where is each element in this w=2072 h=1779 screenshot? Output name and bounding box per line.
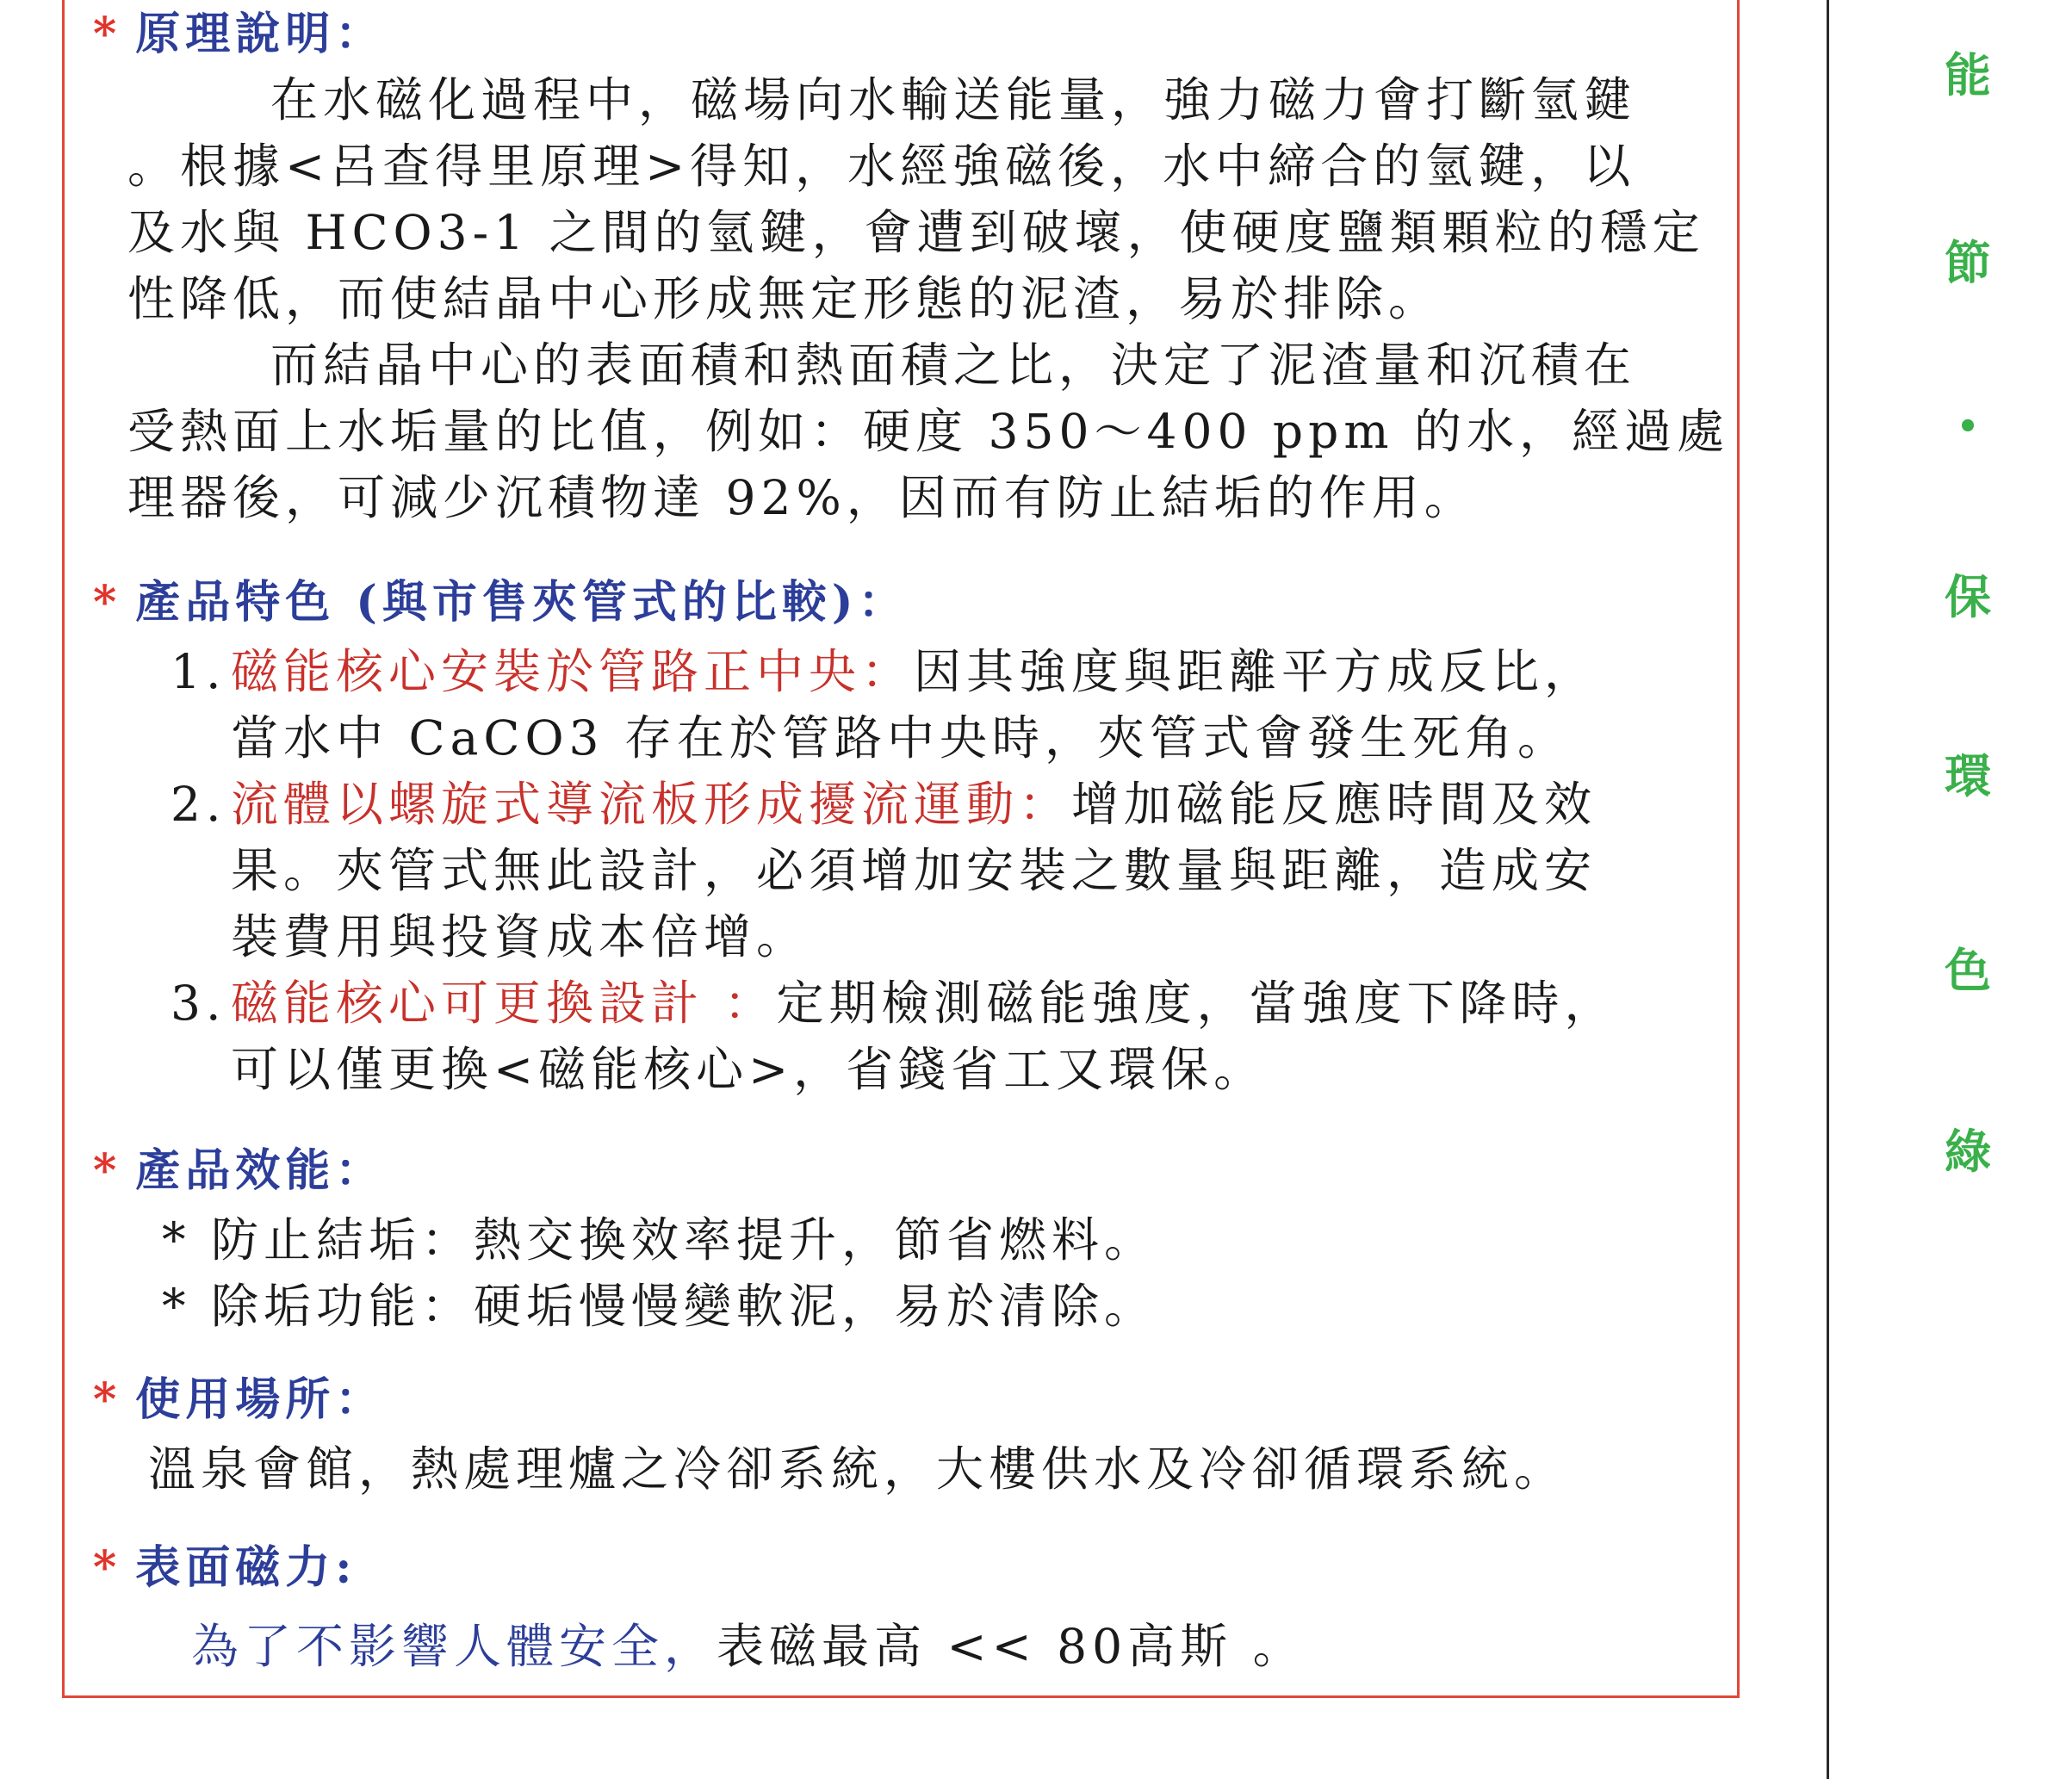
feature-highlight: 流體以螺旋式導流板形成擾流運動： (231, 777, 1072, 832)
magnetism-title: 表面磁力: (135, 1541, 357, 1594)
principle-line: 在水磁化過程中，磁場向水輸送能量，強力磁力會打斷氫鍵 (270, 72, 1637, 127)
bullet-star: * (93, 1144, 122, 1197)
feature-text: 增加磁能反應時間及效 (1071, 777, 1597, 832)
feature-continuation: 裝費用與投資成本倍增。 (231, 909, 810, 964)
venues-text (148, 1436, 1566, 1503)
bullet-star: * (93, 1541, 122, 1594)
venues-line: 溫泉會館，熱處理爐之冷卻系統，大樓供水及冷卻循環系統。 (148, 1441, 1567, 1497)
magnetism-blue-text: 為了不影響人體安全， (191, 1619, 717, 1674)
efficacy-item: * 除垢功能：硬垢慢慢變軟泥，易於清除。 (162, 1279, 1157, 1334)
features-title: 產品特色 (與市售夾管式的比較)： (135, 576, 909, 629)
principle-paragraph (127, 67, 1729, 531)
feature-text: 因其強度與距離平方成反比， (914, 644, 1597, 699)
principle-line: 及水與 HCO3-1 之間的氫鍵，會遭到破壞，使硬度鹽類顆粒的穩定 (127, 205, 1705, 260)
venues-heading (93, 1373, 386, 1426)
feature-continuation: 果。夾管式無此設計，必須增加安裝之數量與距離，造成安 (231, 843, 1597, 898)
magnetism-heading (93, 1541, 357, 1594)
feature-number: 1. (171, 644, 226, 699)
efficacy-list (162, 1207, 1157, 1340)
side-banner-char: 保 (1945, 569, 1991, 624)
principle-line: 受熱面上水垢量的比值，例如：硬度 350～400 ppm 的水，經過處 (127, 404, 1729, 459)
bullet-star: * (93, 576, 122, 629)
side-banner-char: 能 (1945, 47, 1991, 102)
venues-title: 使用場所： (135, 1373, 386, 1426)
bullet-star: * (93, 1373, 122, 1426)
feature-continuation: 當水中 CaCO3 存在於管路中央時，夾管式會發生死角。 (231, 710, 1571, 766)
feature-item-3 (171, 970, 1617, 1037)
principle-heading (93, 8, 386, 60)
feature-text: 定期檢測磁能強度，當強度下降時， (776, 976, 1617, 1031)
feature-continuation: 可以僅更換<磁能核心>，省錢省工又環保。 (231, 1042, 1267, 1097)
feature-item-1 (171, 639, 1617, 705)
efficacy-title: 產品效能： (135, 1144, 386, 1197)
principle-line: 理器後，可減少沉積物達 92%，因而有防止結垢的作用。 (127, 470, 1477, 525)
feature-item-2 (171, 772, 1617, 838)
magnetism-line (191, 1614, 1306, 1680)
bullet-star: * (93, 8, 122, 60)
efficacy-heading (93, 1144, 386, 1197)
feature-highlight: 磁能核心可更換設計 ： (231, 976, 777, 1031)
principle-line: 而結晶中心的表面積和熱面積之比，決定了泥渣量和沉積在 (270, 338, 1637, 393)
magnetism-text (191, 1614, 1306, 1680)
principle-title: 原理說明： (135, 8, 386, 60)
features-heading (93, 576, 909, 629)
side-banner-char: 環 (1945, 748, 1991, 803)
efficacy-item: * 防止結垢：熱交換效率提升，節省燃料。 (162, 1212, 1157, 1268)
page-divider-line (1827, 0, 1829, 1779)
principle-line: 。根據<呂查得里原理>得知，水經強磁後，水中締合的氫鍵，以 (127, 139, 1636, 194)
principle-line: 性降低，而使結晶中心形成無定形態的泥渣，易於排除。 (127, 271, 1442, 326)
side-banner-char: 色 (1945, 943, 1991, 998)
side-banner-char: 綠 (1945, 1124, 1991, 1179)
features-list (171, 639, 1617, 1103)
magnetism-limit-text: 表磁最高 << 80高斯 。 (717, 1619, 1306, 1674)
feature-highlight: 磁能核心安裝於管路正中央： (231, 644, 915, 699)
side-banner-char: 節 (1945, 235, 1991, 290)
side-banner-dot: • (1957, 406, 1979, 447)
feature-number: 3. (171, 976, 226, 1031)
feature-number: 2. (171, 777, 226, 832)
